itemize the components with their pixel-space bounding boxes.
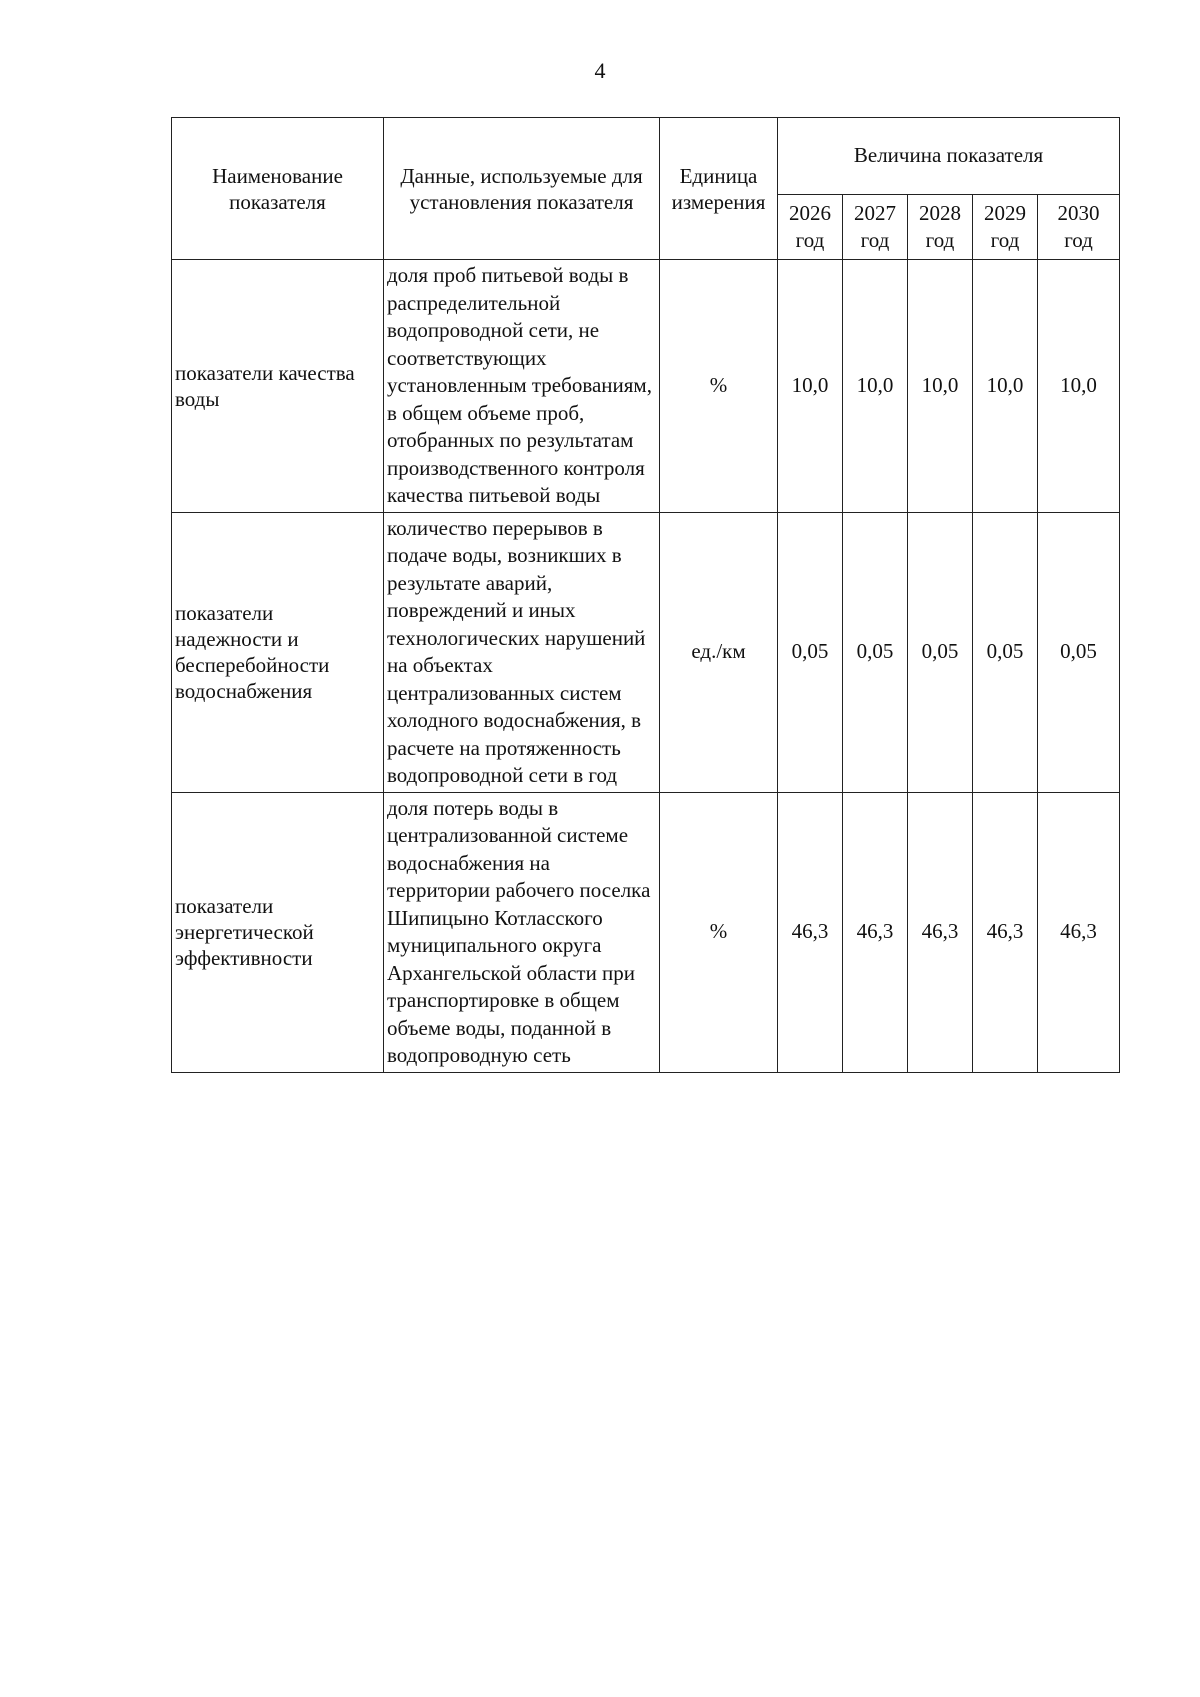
- header-indicator-name: Наименование показателя: [172, 118, 384, 260]
- page-number: 4: [594, 58, 606, 83]
- value-2026: 10,0: [778, 260, 843, 513]
- year-number: 2027: [854, 201, 896, 225]
- indicator-name: показатели качества воды: [172, 260, 384, 513]
- value-2028: 10,0: [908, 260, 973, 513]
- year-number: 2026: [789, 201, 831, 225]
- value-2027: 46,3: [843, 792, 908, 1072]
- header-unit: Единица измерения: [660, 118, 778, 260]
- year-number: 2030: [1057, 201, 1100, 225]
- value-2030: 0,05: [1038, 512, 1120, 792]
- value-2029: 0,05: [973, 512, 1038, 792]
- indicator-name: показатели надежности и бесперебойности водоснабжения: [172, 512, 384, 792]
- indicator-data: количество перерывов в подаче воды, возникших в результате аварий, повреждений и иных технологических нарушений на объектах централизованных систем холодного водоснабжения, в расчете на протяженность водопроводной сети в год: [384, 512, 660, 792]
- year-number: 2029: [984, 201, 1026, 225]
- year-word: год: [990, 228, 1020, 252]
- year-number: 2028: [919, 201, 961, 225]
- value-2027: 10,0: [843, 260, 908, 513]
- year-word: год: [925, 228, 955, 252]
- year-word: год: [860, 228, 890, 252]
- value-2028: 0,05: [908, 512, 973, 792]
- indicator-data: доля проб питьевой воды в распределительной водопроводной сети, не соответствующих установленным требованиям, в общем объеме проб, отобранных по результатам производственного контроля качества питьевой воды: [384, 260, 660, 513]
- value-2030: 10,0: [1038, 260, 1120, 513]
- value-2028: 46,3: [908, 792, 973, 1072]
- value-2029: 46,3: [973, 792, 1038, 1072]
- header-indicator-value: Величина показателя: [778, 118, 1120, 195]
- value-2026: 0,05: [778, 512, 843, 792]
- indicator-unit: %: [660, 260, 778, 513]
- header-indicator-data: Данные, используемые для установления показателя: [384, 118, 660, 260]
- indicator-name: показатели энергетической эффективности: [172, 792, 384, 1072]
- indicator-unit: ед./км: [660, 512, 778, 792]
- header-year-2027: [843, 195, 908, 260]
- year-word: год: [795, 228, 825, 252]
- header-year-2029: [973, 195, 1038, 260]
- value-2027: 0,05: [843, 512, 908, 792]
- value-2026: 46,3: [778, 792, 843, 1072]
- header-year-2028: [908, 195, 973, 260]
- table-row: [172, 260, 1120, 513]
- header-row-top: [172, 118, 1120, 195]
- value-2030: 46,3: [1038, 792, 1120, 1072]
- table-row: [172, 512, 1120, 792]
- indicator-data: доля потерь воды в централизованной системе водоснабжения на территории рабочего поселка Шипицыно Котласского муниципального округа Архангельской области при транспортировке в общем объеме воды, поданной в водопроводную сеть: [384, 792, 660, 1072]
- value-2029: 10,0: [973, 260, 1038, 513]
- year-word: год: [1064, 228, 1093, 252]
- indicators-table: [171, 117, 1120, 1073]
- header-year-2026: [778, 195, 843, 260]
- table-row: [172, 792, 1120, 1072]
- indicator-unit: %: [660, 792, 778, 1072]
- header-year-2030: [1038, 195, 1120, 260]
